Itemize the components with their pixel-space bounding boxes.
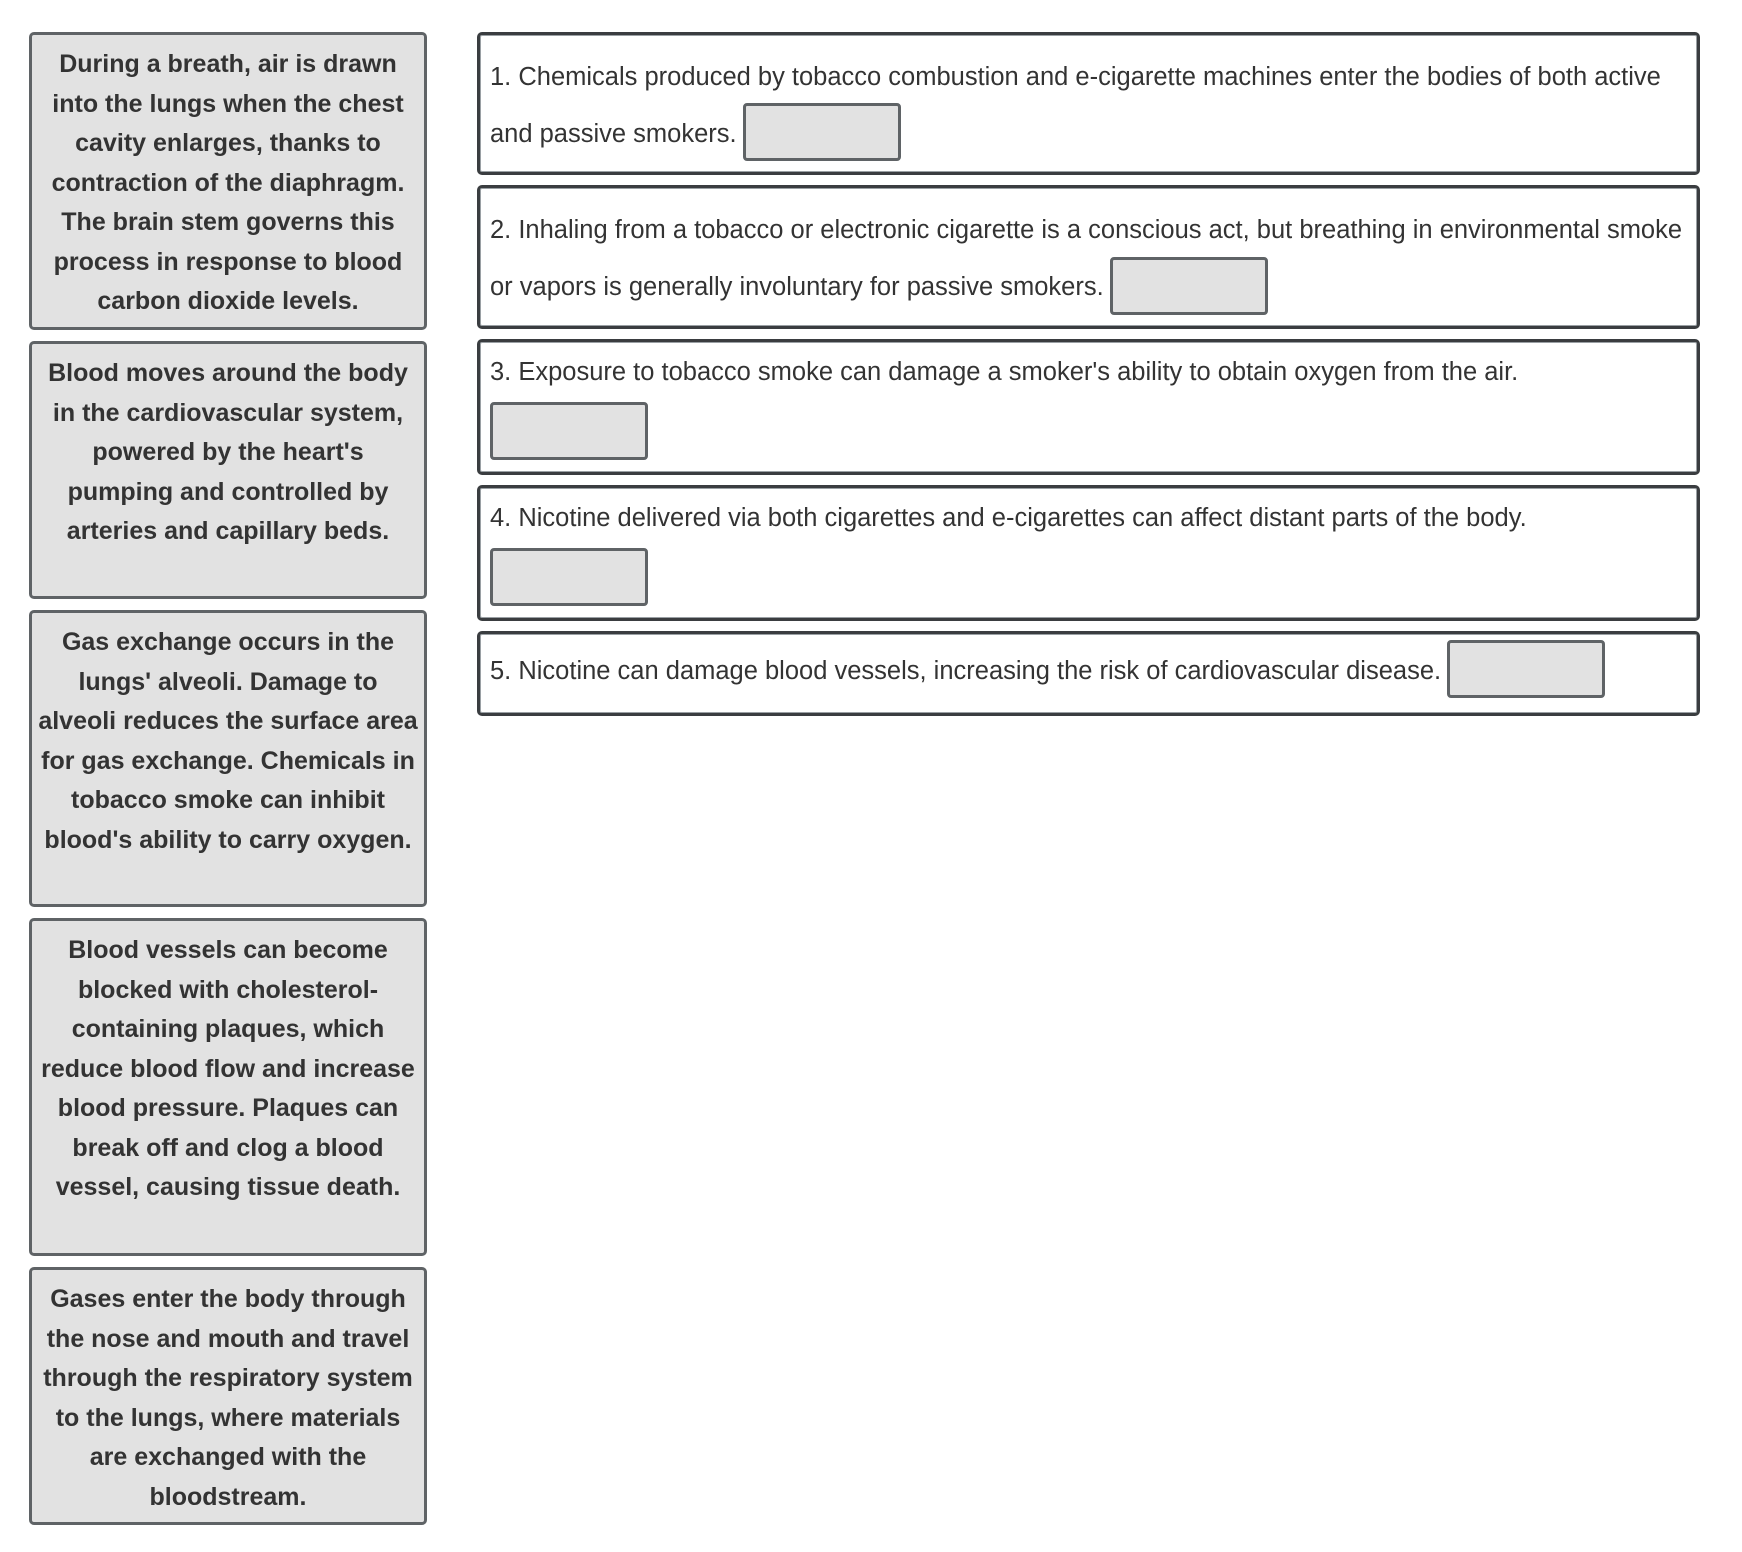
answer-card-respiratory-path[interactable]: Gases enter the body through the nose and mouth and travel through the respiratory system to the lungs, where materials are exchanged with the bloodstream. <box>29 1267 427 1525</box>
answer-card-breathing[interactable]: During a breath, air is drawn into the lungs when the chest cavity enlarges, thanks to contraction of the diaphragm. The brain stem governs this process in response to blood carbon dioxide levels. <box>29 32 427 330</box>
statement-4 <box>477 485 1700 621</box>
statement-3-text: 3. Exposure to tobacco smoke can damage a smoker's ability to obtain oxygen from the air. <box>490 357 1519 386</box>
statement-1-text: 1. Chemicals produced by tobacco combustion and e-cigarette machines enter the bodies of both active and passive smokers. <box>490 63 1661 148</box>
statement-3-drop-zone[interactable] <box>490 402 648 460</box>
statement-2-drop-zone[interactable] <box>1110 257 1268 315</box>
statement-4-drop-zone[interactable] <box>490 548 648 606</box>
statement-2 <box>477 185 1700 328</box>
statement-2-text: 2. Inhaling from a tobacco or electronic cigarette is a conscious act, but breathing in environmental smoke or vapors is generally involuntary for passive smokers. <box>490 216 1683 302</box>
answer-card-bank <box>29 32 427 1536</box>
statement-5-text: 5. Nicotine can damage blood vessels, increasing the risk of cardiovascular disease. <box>490 656 1442 685</box>
answer-card-circulation[interactable]: Blood moves around the body in the cardiovascular system, powered by the heart's pumping and controlled by arteries and capillary beds. <box>29 341 427 599</box>
statement-5 <box>477 631 1700 716</box>
statement-list <box>477 32 1700 726</box>
statement-1-drop-zone[interactable] <box>743 103 901 161</box>
statement-1 <box>477 32 1700 175</box>
answer-card-blood-vessels[interactable]: Blood vessels can become blocked with cholesterol-containing plaques, which reduce blood flow and increase blood pressure. Plaques can break off and clog a blood vessel, causing tissue death. <box>29 918 427 1256</box>
statement-3 <box>477 339 1700 475</box>
statement-4-text: 4. Nicotine delivered via both cigarettes and e-cigarettes can affect distant parts of the body. <box>490 503 1527 532</box>
answer-card-gas-exchange[interactable]: Gas exchange occurs in the lungs' alveoli. Damage to alveoli reduces the surface area for gas exchange. Chemicals in tobacco smoke can inhibit blood's ability to carry oxygen. <box>29 610 427 907</box>
statement-5-drop-zone[interactable] <box>1447 640 1605 698</box>
